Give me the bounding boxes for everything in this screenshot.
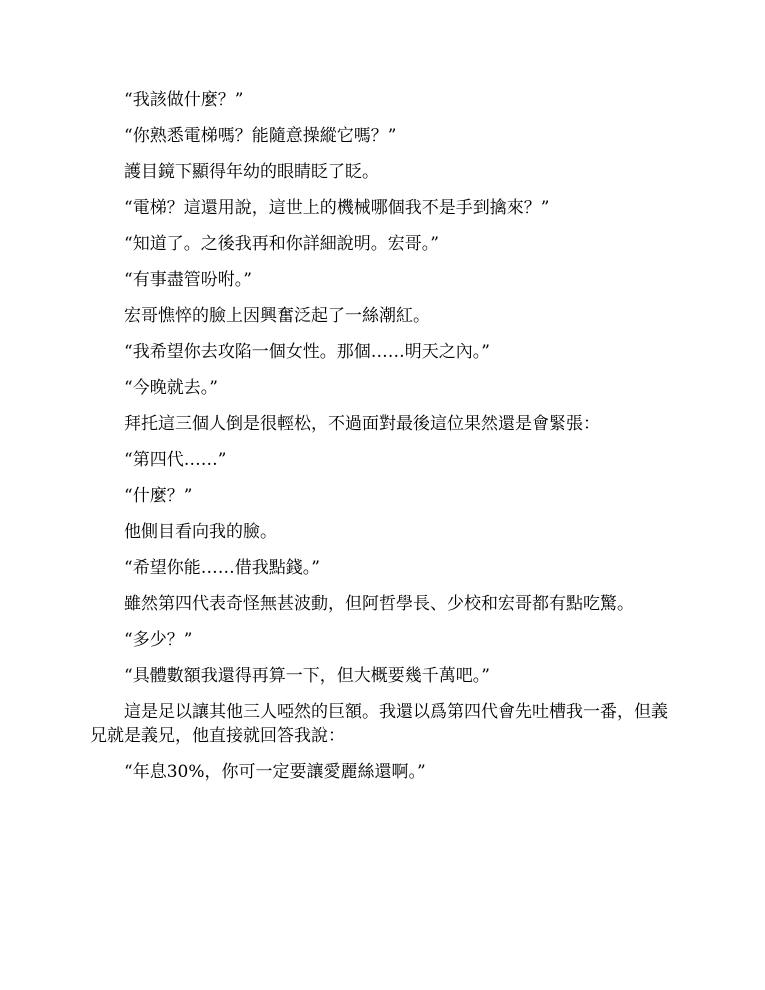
paragraph: “你熟悉電梯嗎？能隨意操縱它嗎？” (124, 126, 397, 146)
paragraph: 護目鏡下顯得年幼的眼睛眨了眨。 (124, 162, 379, 182)
paragraph: “具體數額我還得再算一下，但大概要幾千萬吧。” (124, 666, 490, 686)
paragraph: “我該做什麼？” (124, 90, 244, 110)
paragraph: “什麼？” (124, 486, 193, 506)
paragraph: “多少？” (124, 630, 193, 650)
paragraph: 宏哥憔悴的臉上因興奮泛起了一絲潮紅。 (124, 306, 430, 326)
paragraph: 雖然第四代表奇怪無甚波動，但阿哲學長、少校和宏哥都有點吃驚。 (124, 594, 634, 614)
paragraph: “第四代……” (124, 450, 227, 470)
paragraph: “有事盡管吩咐。” (124, 270, 252, 290)
paragraph: “今晚就去。” (124, 378, 218, 398)
paragraph: 拜托這三個人倒是很輕松，不過面對最後這位果然還是會緊張： (124, 414, 600, 434)
paragraph: 他側目看向我的臉。 (124, 522, 277, 542)
paragraph: “年息30%，你可一定要讓愛麗絲還啊。” (124, 762, 426, 782)
paragraph: 這是足以讓其他三人啞然的巨額。我還以爲第四代會先吐槽我一番，但義兄就是義兄，他直接就回答我說： (90, 702, 668, 746)
paragraph: “知道了。之後我再和你詳細說明。宏哥。” (124, 234, 439, 254)
paragraph: “我希望你去攻陷一個女性。那個……明天之內。” (124, 342, 490, 362)
text-block (90, 88, 668, 796)
paragraph: “電梯？這還用說，這世上的機械哪個我不是手到擒來？” (124, 198, 550, 218)
paragraph: “希望你能……借我點錢。” (124, 558, 320, 578)
